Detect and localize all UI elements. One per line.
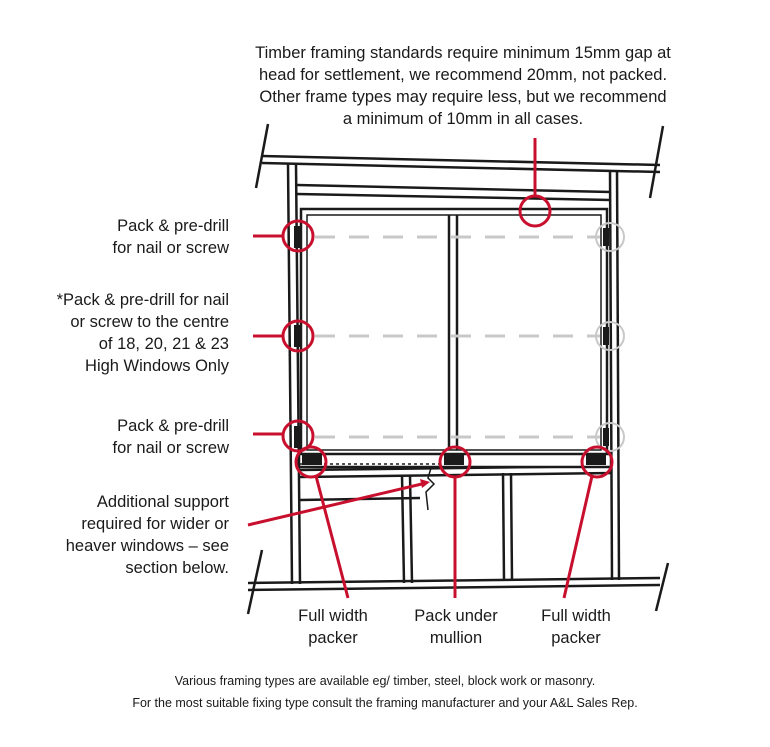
footer-line-2: For the most suitable fixing type consult the framing manufacturer and your A&L Sales Rep.: [132, 696, 638, 710]
window-frame: [299, 209, 611, 467]
bottom-fix-note: Pack & pre-drill for nail or screw: [112, 417, 229, 457]
top-fix-note: Pack & pre-drill for nail or screw: [112, 217, 229, 257]
mullion-packer-label: Pack under mullion: [414, 607, 498, 647]
head-beam: [256, 124, 663, 198]
head-gap-note: Timber framing standards require minimum 15mm gap at head for settlement, we recommend 20mm, not packed. Other frame types may require less, but we recommend a minimum of 10mm in all cases.: [255, 44, 671, 128]
red-annotations: [248, 138, 612, 598]
additional-support-note: Additional support required for wider or heaver windows – see section below.: [65, 493, 229, 577]
centre-fix-note: *Pack & pre-drill for nail or screw to the centre of 18, 20, 21 & 23 High Windows Only: [56, 291, 229, 375]
right-packer-label: Full width packer: [541, 607, 611, 647]
left-packer-label: Full width packer: [298, 607, 368, 647]
support-arrow: [420, 479, 430, 488]
footer-line-1: Various framing types are available eg/ timber, steel, block work or masonry.: [174, 674, 596, 688]
